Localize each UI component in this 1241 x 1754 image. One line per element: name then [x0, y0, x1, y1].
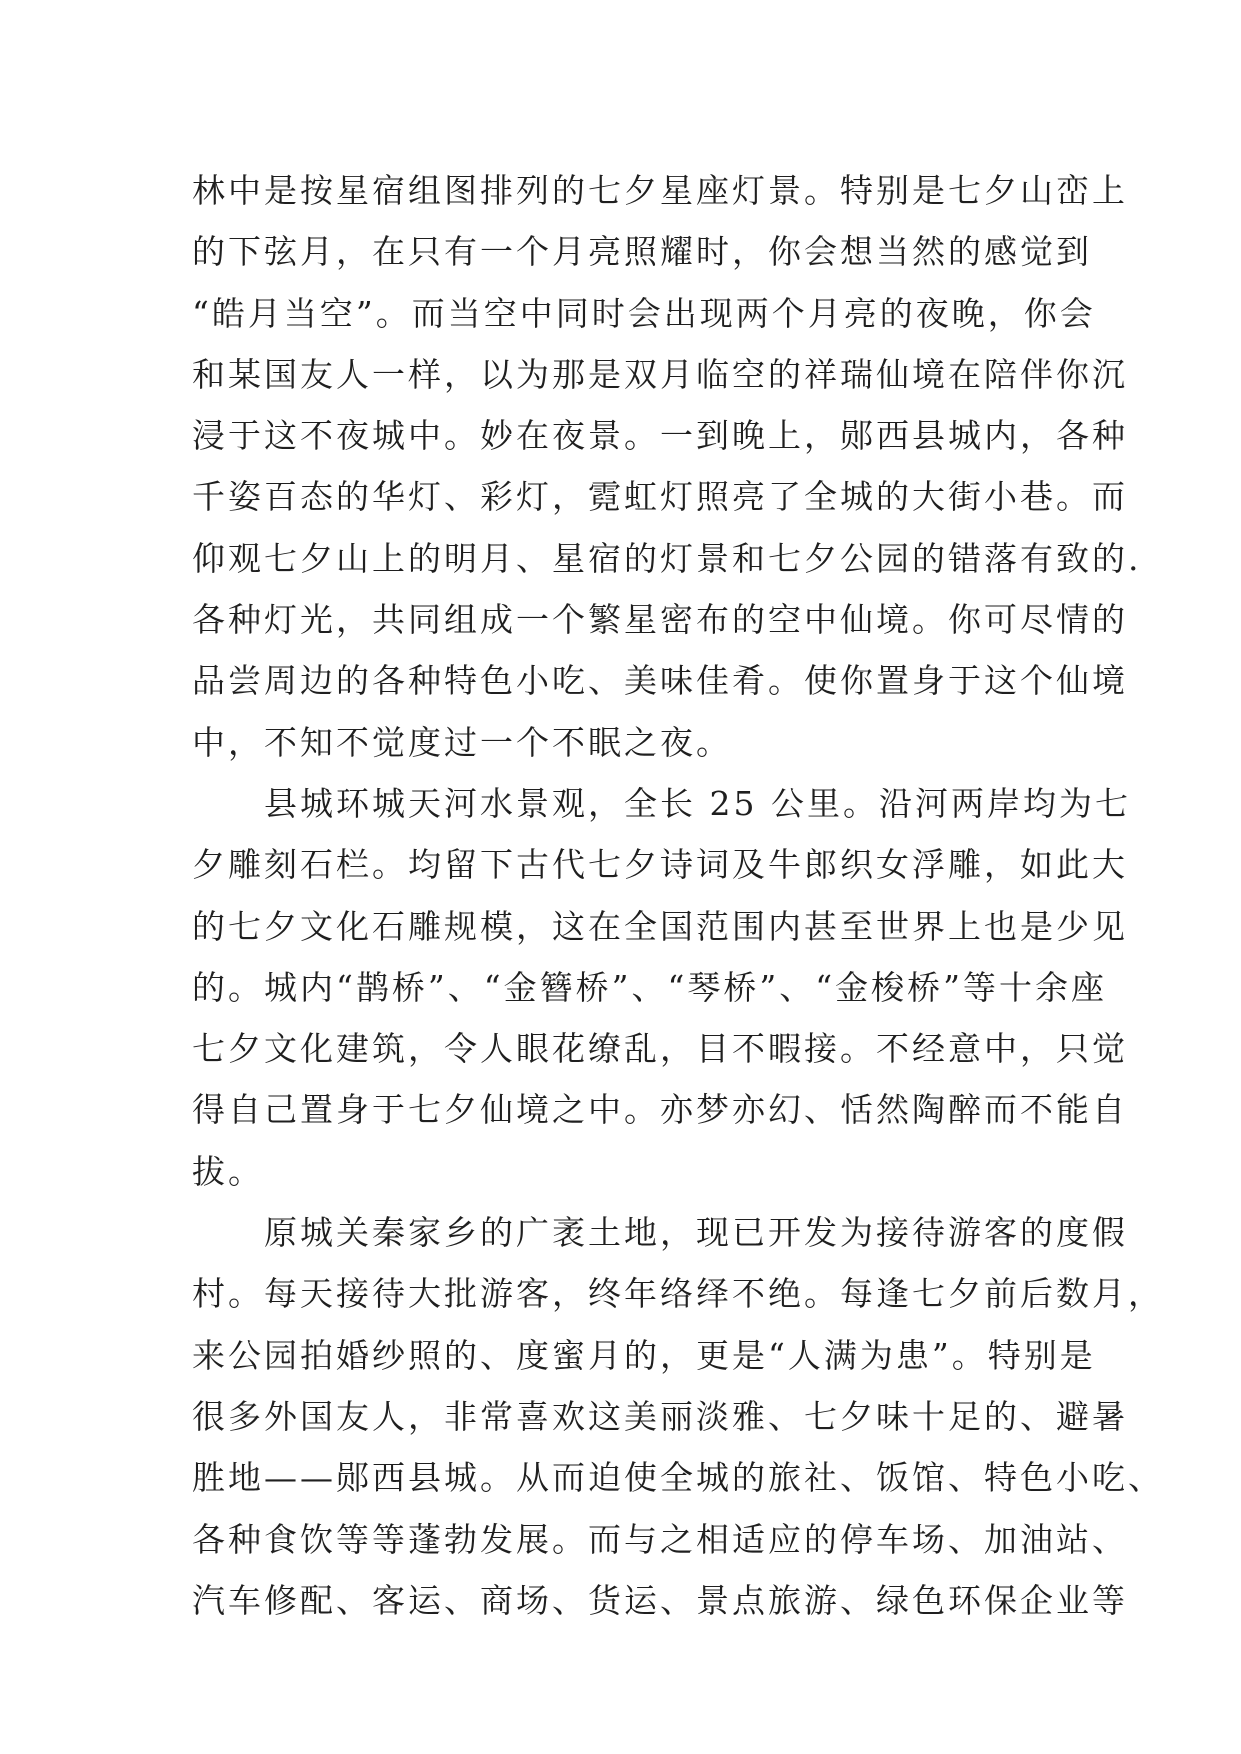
text-line: 很多外国友人，非常喜欢这美丽淡雅、七夕味十足的、避暑	[192, 1396, 1128, 1436]
text-line: 胜地——郧西县城。从而迫使全城的旅社、饭馆、特色小吃、	[192, 1458, 1164, 1498]
text-line: 来公园拍婚纱照的、度蜜月的，更是“人满为患”。特别是	[192, 1335, 1096, 1375]
text-line: 浸于这不夜城中。妙在夜景。一到晚上，郧西县城内，各种	[192, 416, 1128, 456]
text-line: 各种食饮等等蓬勃发展。而与之相适应的停车场、加油站、	[192, 1519, 1128, 1559]
body-text	[192, 160, 1164, 1631]
text-line: 的七夕文化石雕规模，这在全国范围内甚至世界上也是少见	[192, 906, 1128, 946]
text-line: 的下弦月，在只有一个月亮照耀时，你会想当然的感觉到	[192, 232, 1092, 272]
text-line: 得自己置身于七夕仙境之中。亦梦亦幻、恬然陶醉而不能自	[192, 1090, 1128, 1130]
text-line: 各种灯光，共同组成一个繁星密布的空中仙境。你可尽情的	[192, 600, 1128, 640]
text-line: 原城关秦家乡的广袤土地，现已开发为接待游客的度假	[192, 1213, 1128, 1253]
text-line: 七夕文化建筑，令人眼花缭乱，目不暇接。不经意中，只觉	[192, 1029, 1128, 1069]
text-line: 和某国友人一样，以为那是双月临空的祥瑞仙境在陪伴你沉	[192, 354, 1128, 394]
text-line: 县城环城天河水景观，全长 25 公里。沿河两岸均为七	[192, 783, 1131, 823]
text-line: 村。每天接待大批游客，终年络绎不绝。每逢七夕前后数月，	[192, 1274, 1164, 1314]
text-line: “皓月当空”。而当空中同时会出现两个月亮的夜晚，你会	[192, 293, 1096, 333]
text-line: 千姿百态的华灯、彩灯，霓虹灯照亮了全城的大街小巷。而	[192, 477, 1128, 517]
text-line: 林中是按星宿组图排列的七夕星座灯景。特别是七夕山峦上	[192, 171, 1128, 210]
text-line: 中，不知不觉度过一个不眠之夜。	[192, 722, 732, 762]
text-line: 汽车修配、客运、商场、货运、景点旅游、绿色环保企业等	[192, 1580, 1128, 1620]
text-line: 品尝周边的各种特色小吃、美味佳肴。使你置身于这个仙境	[192, 661, 1128, 701]
text-line: 的。城内“鹊桥”、“金簪桥”、“琴桥”、“金梭桥”等十余座	[192, 967, 1107, 1007]
text-line: 仰观七夕山上的明月、星宿的灯景和七夕公园的错落有致的.	[192, 538, 1142, 578]
text-line: 夕雕刻石栏。均留下古代七夕诗词及牛郎织女浮雕，如此大	[192, 845, 1128, 885]
text-line: 拔。	[192, 1151, 264, 1191]
